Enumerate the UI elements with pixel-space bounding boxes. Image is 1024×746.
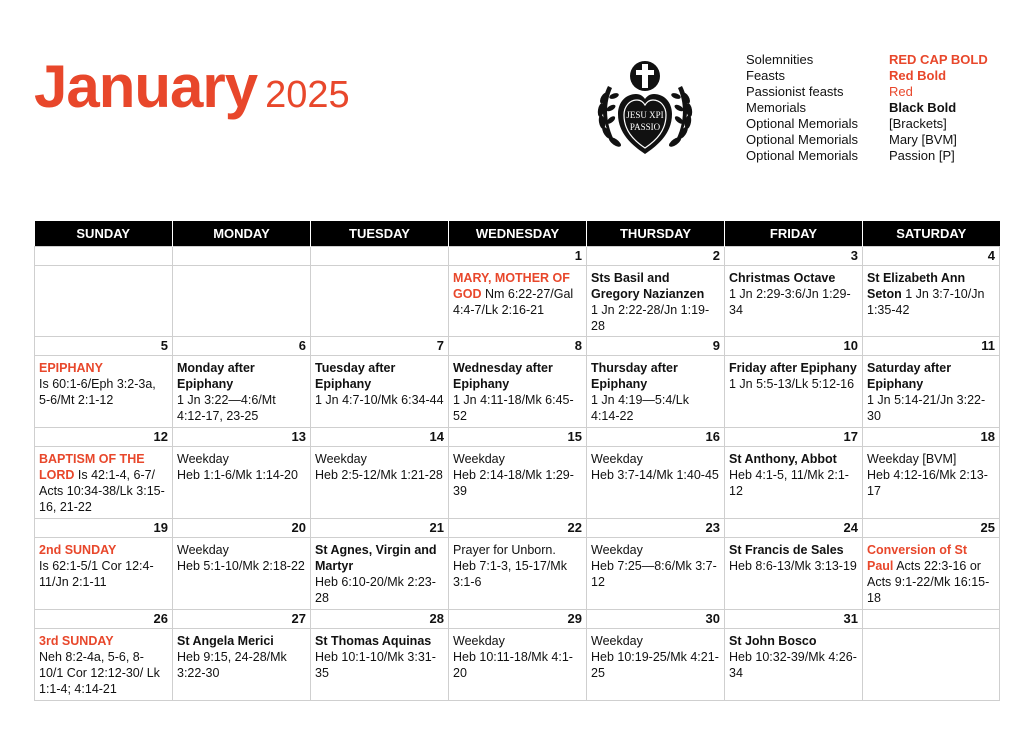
day-cell (587, 447, 725, 519)
legend-style: RED CAP BOLD (889, 52, 988, 67)
legend-row (746, 52, 988, 68)
feast-name: Thursday after Epiphany (591, 361, 678, 391)
readings: 1 Jn 5:5-13/Lk 5:12-16 (729, 377, 855, 391)
readings: Heb 7:25—8:6/Mk 3:7-12 (591, 559, 717, 589)
date-number-row (35, 519, 1000, 538)
date-number: 6 (173, 337, 311, 356)
date-number: 12 (35, 428, 173, 447)
day-cell (587, 629, 725, 701)
readings: Heb 10:1-10/Mk 3:31-35 (315, 650, 436, 680)
day-cell (449, 538, 587, 610)
legend-category: Optional Memorials (746, 132, 858, 147)
day-content-row (35, 447, 1000, 519)
feast-name: St Angela Merici (177, 634, 274, 648)
day-cell (863, 538, 1000, 610)
date-number (863, 610, 1000, 629)
date-number: 24 (725, 519, 863, 538)
date-number: 16 (587, 428, 725, 447)
feast-name: Weekday (591, 543, 643, 557)
day-content-row (35, 266, 1000, 337)
legend-category: Memorials (746, 100, 806, 115)
readings: 1 Jn 4:7-10/Mk 6:34-44 (315, 393, 444, 407)
readings: Heb 4:1-5, 11/Mk 2:1-12 (729, 468, 849, 498)
readings: Heb 3:7-14/Mk 1:40-45 (591, 468, 719, 482)
legend-row (746, 84, 988, 100)
legend-category: Feasts (746, 68, 786, 83)
date-number: 31 (725, 610, 863, 629)
day-content-row (35, 538, 1000, 610)
legend-style: Red Bold (889, 68, 947, 83)
day-cell (173, 266, 311, 337)
legend-style: Passion [P] (889, 148, 955, 163)
day-cell (35, 356, 173, 428)
date-number: 20 (173, 519, 311, 538)
readings: Heb 2:5-12/Mk 1:21-28 (315, 468, 443, 482)
date-number-row (35, 610, 1000, 629)
style-legend (746, 52, 988, 164)
date-number: 18 (863, 428, 1000, 447)
readings: 1 Jn 4:11-18/Mk 6:45-52 (453, 393, 574, 423)
feast-name: Weekday (453, 452, 505, 466)
legend-row (746, 68, 988, 84)
day-cell (35, 447, 173, 519)
date-number: 25 (863, 519, 1000, 538)
readings: 1 Jn 3:7-10/Jn 1:35-42 (867, 287, 985, 317)
day-content-row (35, 356, 1000, 428)
day-cell (725, 447, 863, 519)
legend-row (746, 100, 988, 116)
readings: Nm 6:22-27/Gal 4:4-7/Lk 2:16-21 (453, 287, 574, 317)
feast-name: Christmas Octave (729, 271, 836, 285)
readings: 1 Jn 5:14-21/Jn 3:22-30 (867, 393, 986, 423)
date-number: 19 (35, 519, 173, 538)
feast-name: Weekday (591, 452, 643, 466)
passionist-emblem-icon (590, 52, 700, 164)
day-cell (863, 356, 1000, 428)
feast-name: St Anthony, Abbot (729, 452, 837, 466)
readings: Heb 8:6-13/Mk 3:13-19 (729, 559, 857, 573)
day-cell (311, 629, 449, 701)
day-cell (449, 629, 587, 701)
date-number: 9 (587, 337, 725, 356)
feast-name: Prayer for Unborn. (453, 543, 556, 557)
readings: Is 60:1-6/Eph 3:2-3a, 5-6/Mt 2:1-12 (39, 377, 156, 407)
readings: 1 Jn 2:29-3:6/Jn 1:29-34 (729, 287, 851, 317)
legend-row (746, 116, 988, 132)
day-cell (449, 447, 587, 519)
feast-name: Conversion of St Paul (867, 543, 968, 573)
legend-style: Black Bold (889, 100, 957, 115)
feast-name: Sts Basil and Gregory Nazianzen (591, 271, 705, 301)
feast-name: EPIPHANY (39, 361, 103, 375)
weekday-header: SUNDAY (35, 221, 173, 247)
legend-category: Passionist feasts (746, 84, 844, 99)
date-number: 5 (35, 337, 173, 356)
day-cell (35, 538, 173, 610)
feast-name: Tuesday after Epiphany (315, 361, 396, 391)
day-cell (35, 266, 173, 337)
feast-name: Monday after Epiphany (177, 361, 255, 391)
date-number: 1 (449, 247, 587, 266)
weekday-header: WEDNESDAY (449, 221, 587, 247)
feast-name: Weekday (315, 452, 367, 466)
day-cell (173, 447, 311, 519)
date-number: 8 (449, 337, 587, 356)
legend-row (746, 132, 988, 148)
date-number-row (35, 428, 1000, 447)
legend-category: Optional Memorials (746, 116, 858, 131)
weekday-header: THURSDAY (587, 221, 725, 247)
day-cell (449, 356, 587, 428)
date-number: 7 (311, 337, 449, 356)
feast-name: Wednesday after Epiphany (453, 361, 553, 391)
day-cell (173, 356, 311, 428)
date-number: 13 (173, 428, 311, 447)
weekday-header: TUESDAY (311, 221, 449, 247)
date-number: 30 (587, 610, 725, 629)
legend-style: [Brackets] (889, 116, 947, 131)
date-number: 23 (587, 519, 725, 538)
day-cell (311, 538, 449, 610)
day-cell (173, 629, 311, 701)
day-cell (311, 356, 449, 428)
date-number-row (35, 247, 1000, 266)
feast-name: Friday after Epiphany (729, 361, 857, 375)
date-number: 21 (311, 519, 449, 538)
feast-name: Weekday (177, 452, 229, 466)
legend-style: Mary [BVM] (889, 132, 957, 147)
day-cell (35, 629, 173, 701)
feast-name: BAPTISM OF THE LORD (39, 452, 145, 482)
date-number: 14 (311, 428, 449, 447)
month-title: January (34, 53, 258, 120)
readings: Neh 8:2-4a, 5-6, 8-10/1 Cor 12:12-30/ Lk 1:1-4; 4:14-21 (39, 650, 160, 696)
readings: Heb 10:11-18/Mk 4:1-20 (453, 650, 573, 680)
day-cell (587, 356, 725, 428)
readings: Is 62:1-5/1 Cor 12:4-11/Jn 2:1-11 (39, 559, 154, 589)
feast-name: St Francis de Sales (729, 543, 844, 557)
readings: Is 42:1-4, 6-7/ Acts 10:34-38/Lk 3:15-16, 21-22 (39, 468, 165, 514)
readings: 1 Jn 4:19—5:4/Lk 4:14-22 (591, 393, 689, 423)
feast-name: Weekday [BVM] (867, 452, 957, 466)
date-number: 10 (725, 337, 863, 356)
readings: Heb 5:1-10/Mk 2:18-22 (177, 559, 305, 573)
feast-name: St Thomas Aquinas (315, 634, 432, 648)
svg-text:JESU XPI: JESU XPI (626, 110, 664, 120)
date-number: 22 (449, 519, 587, 538)
readings: Heb 7:1-3, 15-17/Mk 3:1-6 (453, 559, 567, 589)
svg-text:PASSIO: PASSIO (629, 122, 661, 132)
day-cell (311, 266, 449, 337)
weekday-header: MONDAY (173, 221, 311, 247)
day-cell (449, 266, 587, 337)
page-title (34, 52, 350, 121)
date-number: 15 (449, 428, 587, 447)
feast-name: Weekday (177, 543, 229, 557)
date-number: 11 (863, 337, 1000, 356)
readings: 1 Jn 2:22-28/Jn 1:19-28 (591, 303, 710, 333)
day-cell (725, 266, 863, 337)
date-number: 17 (725, 428, 863, 447)
weekday-header-row (35, 221, 1000, 247)
day-cell (725, 629, 863, 701)
date-number: 4 (863, 247, 1000, 266)
readings: Heb 2:14-18/Mk 1:29-39 (453, 468, 574, 498)
day-cell (863, 266, 1000, 337)
legend-row (746, 148, 988, 164)
feast-name: St Agnes, Virgin and Martyr (315, 543, 437, 573)
date-number (35, 247, 173, 266)
date-number: 27 (173, 610, 311, 629)
legend-category: Optional Memorials (746, 148, 858, 163)
calendar-grid (34, 221, 1000, 701)
readings: Heb 10:32-39/Mk 4:26-34 (729, 650, 857, 680)
readings: Heb 4:12-16/Mk 2:13-17 (867, 468, 988, 498)
day-cell (173, 538, 311, 610)
readings: Heb 6:10-20/Mk 2:23-28 (315, 575, 436, 605)
date-number (311, 247, 449, 266)
date-number-row (35, 337, 1000, 356)
day-cell (725, 356, 863, 428)
feast-name: 3rd SUNDAY (39, 634, 114, 648)
readings: Acts 22:3-16 or Acts 9:1-22/Mk 16:15-18 (867, 559, 990, 605)
feast-name: Weekday (453, 634, 505, 648)
feast-name: MARY, MOTHER OF GOD (453, 271, 570, 301)
feast-name: Saturday after Epiphany (867, 361, 952, 391)
feast-name: St John Bosco (729, 634, 817, 648)
day-cell (863, 629, 1000, 701)
day-cell (587, 538, 725, 610)
date-number: 29 (449, 610, 587, 629)
date-number: 3 (725, 247, 863, 266)
legend-style: Red (889, 84, 913, 99)
readings: Heb 9:15, 24-28/Mk 3:22-30 (177, 650, 287, 680)
day-cell (311, 447, 449, 519)
date-number: 26 (35, 610, 173, 629)
weekday-header: SATURDAY (863, 221, 1000, 247)
day-cell (587, 266, 725, 337)
date-number: 28 (311, 610, 449, 629)
weekday-header: FRIDAY (725, 221, 863, 247)
day-cell (863, 447, 1000, 519)
day-content-row (35, 629, 1000, 701)
readings: Heb 1:1-6/Mk 1:14-20 (177, 468, 298, 482)
year-title: 2025 (265, 74, 350, 116)
day-cell (725, 538, 863, 610)
readings: 1 Jn 3:22—4:6/Mt 4:12-17, 23-25 (177, 393, 276, 423)
feast-name: Weekday (591, 634, 643, 648)
date-number: 2 (587, 247, 725, 266)
feast-name: St Elizabeth Ann Seton (867, 271, 966, 301)
date-number (173, 247, 311, 266)
readings: Heb 10:19-25/Mk 4:21-25 (591, 650, 719, 680)
feast-name: 2nd SUNDAY (39, 543, 117, 557)
legend-category: Solemnities (746, 52, 814, 67)
